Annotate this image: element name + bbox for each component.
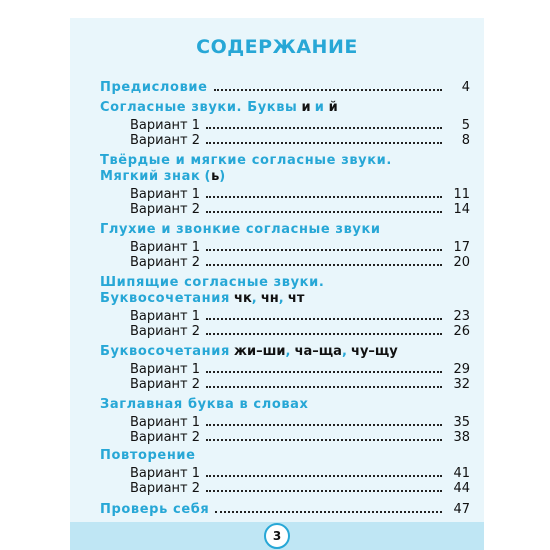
- toc-heading-consonants: [100, 100, 484, 116]
- toc-heading-capital-letter: [100, 397, 484, 413]
- toc-label: Вариант 1: [130, 118, 201, 133]
- dot-leader: [206, 375, 442, 388]
- dot-leader: [215, 500, 442, 513]
- dot-leader: [206, 200, 442, 213]
- toc-label: Шипящие согласные звуки.: [100, 275, 325, 290]
- toc-separator: ,: [278, 291, 284, 306]
- dot-leader: [206, 131, 442, 144]
- page-footer: [70, 522, 484, 550]
- toc-entry: [130, 479, 470, 497]
- toc-entry: [130, 131, 470, 149]
- dot-leader: [206, 479, 442, 492]
- toc-heading-sibilants: [100, 275, 484, 291]
- toc-page: 20: [453, 255, 470, 270]
- toc-page: 14: [453, 202, 470, 217]
- toc-entry: [130, 322, 470, 340]
- dot-leader: [206, 238, 442, 251]
- toc-entry: [130, 253, 470, 271]
- toc-entry-preface: [100, 78, 470, 96]
- toc-keyword: чт: [287, 291, 305, 306]
- toc-label: Вариант 2: [130, 430, 201, 445]
- toc-page: 23: [453, 309, 470, 324]
- toc-page: 38: [453, 430, 470, 445]
- toc-page: 17: [453, 240, 470, 255]
- dot-leader: [206, 360, 442, 373]
- dot-leader: [206, 185, 442, 198]
- dot-leader: [206, 428, 442, 441]
- toc-entry: [130, 428, 470, 446]
- dot-leader: [206, 307, 442, 320]
- toc-heading-voiced: [100, 222, 484, 238]
- toc-page: 44: [453, 481, 470, 496]
- toc-label: Вариант 2: [130, 324, 201, 339]
- toc-page: 26: [453, 324, 470, 339]
- toc-heading-zhi-shi: [100, 344, 484, 360]
- toc-label: Вариант 1: [130, 309, 201, 324]
- toc-label: Вариант 2: [130, 481, 201, 496]
- dot-leader: [206, 464, 442, 477]
- dot-leader: [206, 116, 442, 129]
- toc-separator: ,: [285, 344, 291, 359]
- toc-label: Вариант 1: [130, 362, 201, 377]
- dot-leader: [206, 413, 442, 426]
- toc-label: Заглавная буква в словах: [100, 397, 309, 412]
- toc-keyword: чн: [260, 291, 279, 306]
- toc-page: 35: [453, 415, 470, 430]
- toc-label: Вариант 1: [130, 415, 201, 430]
- toc-entry: [130, 375, 470, 393]
- toc-heading-letter-combos: [100, 291, 484, 307]
- toc-label: Глухие и звонкие согласные звуки: [100, 222, 381, 237]
- toc-page: 41: [453, 466, 470, 481]
- toc-page: 5: [461, 118, 470, 133]
- toc-keyword: ча–ща: [294, 344, 342, 359]
- toc-keyword: чу–щу: [351, 344, 398, 359]
- dot-leader: [206, 322, 442, 335]
- toc-page: 4: [461, 80, 470, 95]
- toc-keyword: чк: [234, 291, 252, 306]
- toc-label: Вариант 1: [130, 240, 201, 255]
- toc-separator: ,: [341, 344, 347, 359]
- toc-page: 11: [453, 187, 470, 202]
- toc-page: 47: [453, 502, 470, 517]
- toc-label: Проверь себя: [100, 502, 210, 517]
- toc-separator: ,: [251, 291, 257, 306]
- toc-label: Согласные звуки. Буквы: [100, 100, 298, 115]
- page-number: 3: [264, 523, 290, 549]
- toc-label: Вариант 2: [130, 133, 201, 148]
- toc-label: Вариант 1: [130, 466, 201, 481]
- toc-label: Вариант 2: [130, 377, 201, 392]
- toc-heading-soft-sign: [100, 169, 484, 185]
- toc-page: 32: [453, 377, 470, 392]
- toc-label: Вариант 1: [130, 187, 201, 202]
- toc-label: Вариант 2: [130, 202, 201, 217]
- toc-keyword: и: [301, 100, 311, 115]
- toc-entry: [130, 200, 470, 218]
- toc-label: Предисловие: [100, 80, 208, 95]
- page-title: СОДЕРЖАНИЕ: [196, 36, 358, 58]
- toc-label: Буквосочетания: [100, 291, 230, 306]
- toc-keyword: жи–ши: [234, 344, 286, 359]
- book-page: [70, 18, 484, 550]
- toc-label: Повторение: [100, 448, 196, 463]
- toc-paren: (: [204, 169, 212, 184]
- toc-heading-review: [100, 448, 484, 464]
- toc-entry-self-check: [100, 500, 470, 518]
- toc-label: Вариант 2: [130, 255, 201, 270]
- toc-keyword: й: [328, 100, 338, 115]
- toc-heading-hard-soft: [100, 153, 484, 169]
- dot-leader: [206, 253, 442, 266]
- toc-keyword: и: [314, 100, 325, 115]
- toc-label: Мягкий знак: [100, 169, 201, 184]
- toc-label: Буквосочетания: [100, 344, 230, 359]
- toc-label: Твёрдые и мягкие согласные звуки.: [100, 153, 392, 168]
- dot-leader: [214, 78, 442, 91]
- toc-page: 8: [461, 133, 470, 148]
- toc-page: 29: [453, 362, 470, 377]
- toc-keyword: ь: [211, 169, 220, 184]
- toc-paren: ): [219, 169, 226, 184]
